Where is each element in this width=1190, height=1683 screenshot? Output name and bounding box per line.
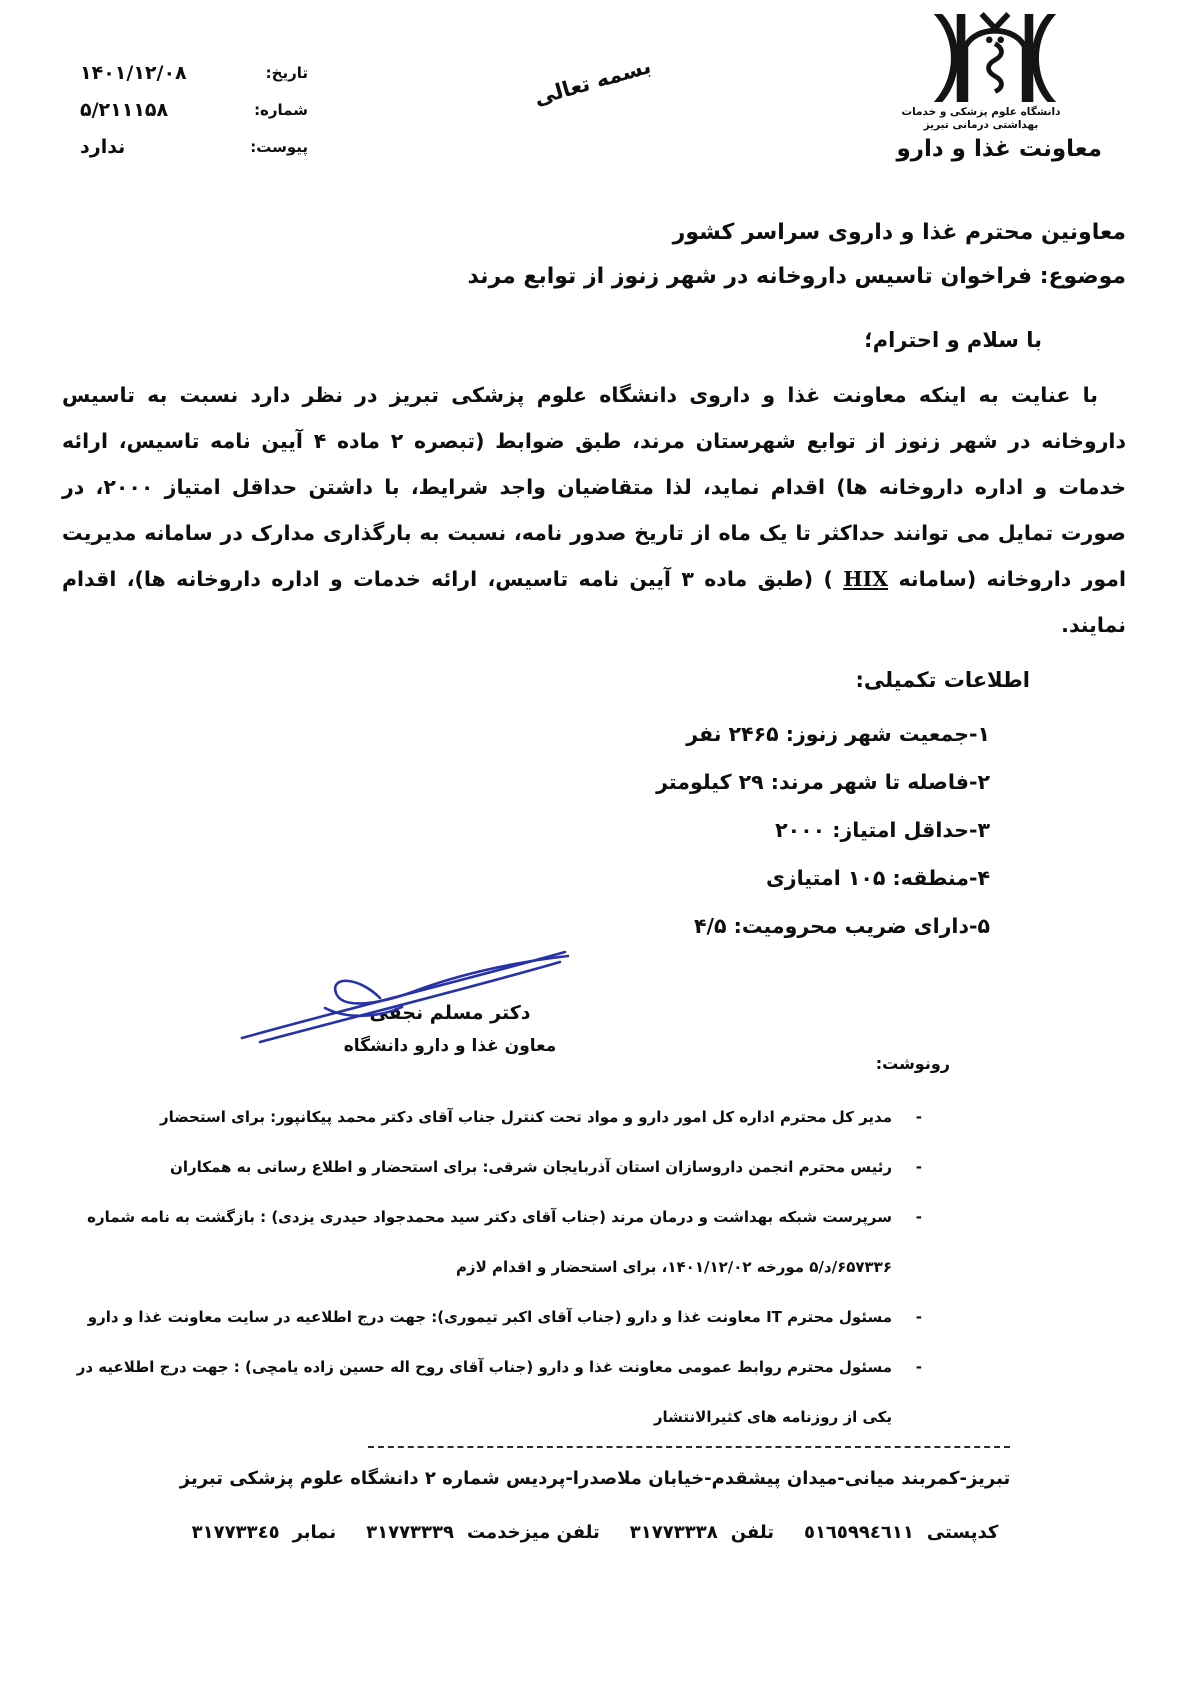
salutation-line: با سلام و احترام؛ [864,328,1042,352]
date-label: تاریخ: [265,63,308,82]
info-list [64,710,990,950]
postal-code-value: ٥١٦٥٩٩٤٦١١ [803,1522,914,1543]
signature-role: معاون غذا و دارو دانشگاه [343,1036,557,1056]
info-item-deprivation: ۵-دارای ضریب محرومیت: ۴/۵ [694,914,990,938]
signature-name: دکتر مسلم نجفی [369,1002,531,1024]
info-item-distance: ۲-فاصله تا شهر مرند: ۲۹ کیلومتر [656,770,990,794]
cc-item-text: سرپرست شبکه بهداشت و درمان مرند (جناب آقای دکتر سید محمدجواد حیدری یزدی) : بازگشت به نامه شماره ۶۵۷۳۳۶/د/۵ مورخه ۱۴۰۱/۱۲/۰۲، برای استحضار و اقدام لازم [87,1208,892,1276]
cc-item-text: رئیس محترم انجمن داروسازان استان آذربایجان شرقی: برای استحضار و اطلاع رسانی به همکاران [170,1158,892,1176]
besmellah-calligraphy: بسمه تعالی [531,53,654,111]
postal-code-segment [804,1522,998,1543]
hix-system-term: HIX [843,567,889,591]
info-title: اطلاعات تکمیلی: [855,668,1030,692]
body-text-after: ) (طبق ماده ۳ آیین نامه تاسیس، ارائه خدمات و اداره داروخانه ها)، اقدام نمایند. [62,567,1126,637]
footer-contact-line [100,1522,1090,1543]
date-row [80,54,308,91]
phone-segment [630,1522,774,1543]
info-item-zone: ۴-منطقه: ۱۰۵ امتیازی [765,866,990,890]
helpdesk-phone-label: تلفن میزخدمت [467,1522,600,1543]
recipient-line: معاونین محترم غذا و داروی سراسر کشور [672,220,1126,245]
university-name-calligraphy: دانشگاه علوم پزشکی و خدمات بهداشتی درمانی تبریز [901,106,1061,132]
info-item-min-score: ۳-حداقل امتیاز: ۲۰۰۰ [775,818,990,842]
body-paragraph [62,372,1126,648]
date-value: ۱۴۰۱/۱۲/۰۸ [80,61,187,84]
cc-item-pharmacists-association [62,1142,922,1192]
number-label: شماره: [254,100,308,119]
cc-item-drug-affairs [62,1092,922,1142]
dash-bullet: - [915,1308,922,1326]
postal-code-label: کدپستی [926,1522,999,1543]
dash-bullet: - [915,1358,922,1376]
attachment-row [80,128,308,165]
fax-segment [192,1522,336,1543]
fax-value: ٣١٧٧٣٣٤٥ [191,1522,280,1543]
info-item-population: ۱-جمعیت شهر زنوز: ۲۴۶۵ نفر [686,722,990,746]
cc-item-text: مسئول محترم روابط عمومی معاونت غذا و دارو (جناب آقای روح اله حسین زاده یامچی) : جهت درج اطلاعیه در یکی از روزنامه های کثیرالانتشار [76,1358,892,1426]
phone-value: ٣١٧٧٣٣٣٨ [629,1522,718,1543]
department-title: معاونت غذا و دارو [896,136,1102,162]
signature-scribble [230,946,575,1046]
dash-bullet: - [915,1158,922,1176]
helpdesk-phone-segment [366,1522,600,1543]
cc-item-it-officer [62,1292,922,1342]
cc-list [62,1092,922,1442]
fax-label: نمابر [292,1522,337,1543]
cc-item-marand-health-network [62,1192,922,1292]
header-meta-block [80,54,308,165]
number-row [80,91,308,128]
subject-line: موضوع: فراخوان تاسیس داروخانه در شهر زنوز از توابع مرند [467,264,1126,289]
helpdesk-phone-value: ٣١٧٧٣٣٣٩ [366,1522,454,1543]
footer-dashed-divider [368,1446,1010,1448]
cc-item-public-relations [62,1342,922,1442]
cc-label: رونوشت: [875,1054,950,1073]
attachment-label: پیوست: [250,137,308,156]
dash-bullet: - [915,1208,922,1226]
footer-address: تبریز-کمربند میانی-میدان پیشقدم-خیابان ملاصدرا-پردیس شماره ۲ دانشگاه علوم پزشکی تبریز [179,1468,1011,1489]
number-value: ۵/۲۱۱۱۵۸ [80,98,169,121]
body-text-before: با عنایت به اینکه معاونت غذا و داروی دانشگاه علوم پزشکی تبریز در نظر دارد نسبت به تاسیس داروخانه در شهر زنوز از توابع شهرستان مرند، طبق ضوابط (تبصره ۲ ماده ۴ آیین نامه تاسیس، ارائه خدمات و اداره داروخانه ها) اقدام نماید، لذا متقاضیان واجد شرایط، با داشتن حداقل امتیاز ۲۰۰۰، در صورت تمایل می توانند حداکثر تا یک ماه از تاریخ صدور نامه، نسبت به بارگذاری مدارک در سامانه مدیریت امور داروخانه (سامانه [62,383,1127,591]
cc-item-text: مدیر کل محترم اداره کل امور دارو و مواد تحت کنترل جناب آقای دکتر محمد پیکانپور: برای استحضار [160,1108,892,1126]
phone-label: تلفن [730,1522,774,1543]
cc-item-text: مسئول محترم IT معاونت غذا و دارو (جناب آقای اکبر تیموری): جهت درج اطلاعیه در سایت معاونت غذا و دارو [87,1308,892,1326]
attachment-value: ندارد [80,135,126,158]
university-logo-icon [928,12,1062,104]
dash-bullet: - [915,1108,922,1126]
